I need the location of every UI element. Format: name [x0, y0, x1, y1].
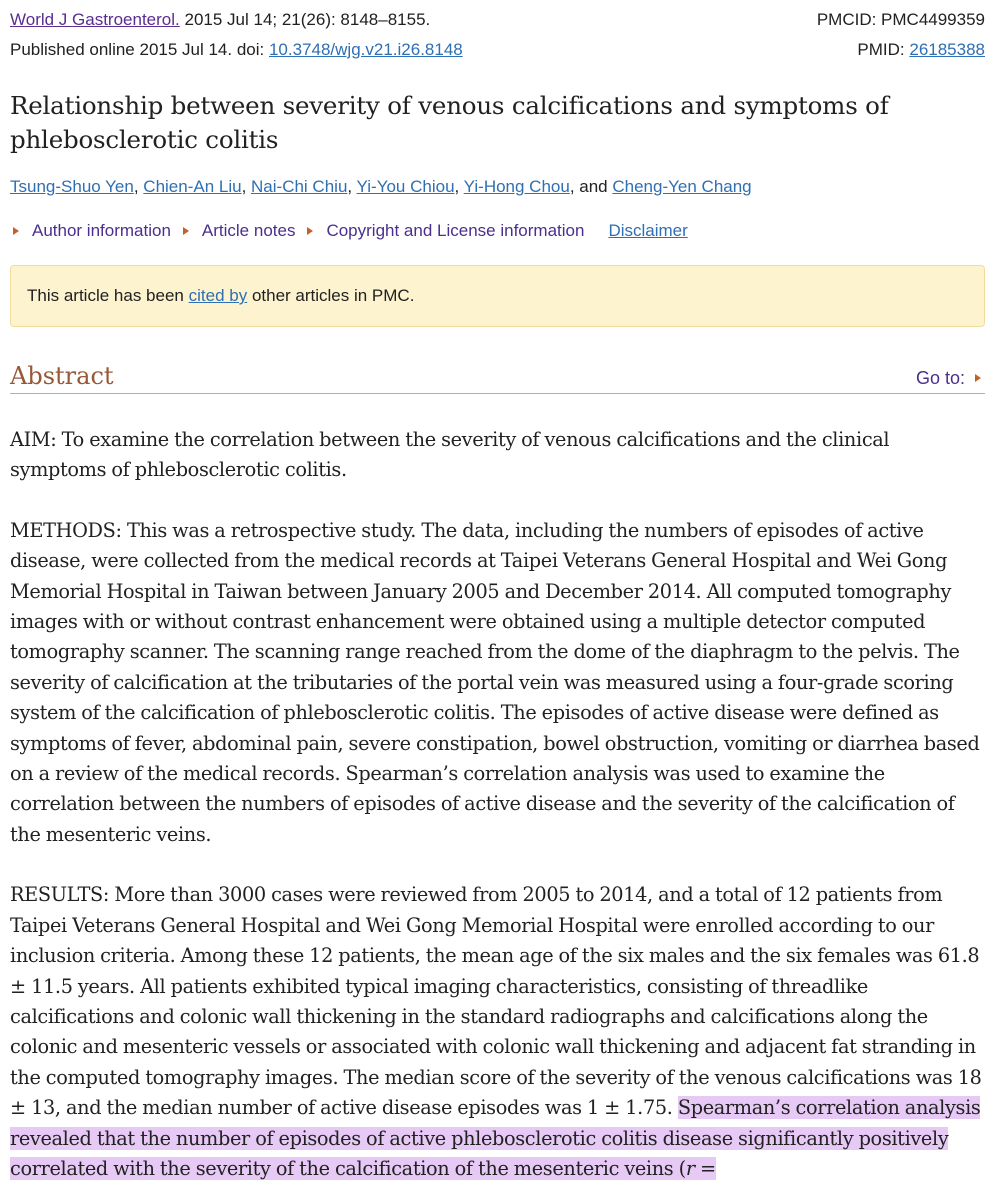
- goto-menu[interactable]: Go to:: [916, 365, 985, 391]
- published-line: [10, 40, 463, 60]
- citation-details: 2015 Jul 14; 21(26): 8148–8155.: [179, 10, 431, 29]
- cited-by-link[interactable]: cited by: [188, 286, 248, 305]
- published-prefix: Published online 2015 Jul 14. doi:: [10, 40, 269, 59]
- cited-by-notice: [10, 265, 985, 327]
- citation-row: [10, 10, 985, 30]
- author-information-toggle[interactable]: Author information: [10, 219, 171, 243]
- author-link[interactable]: Nai-Chi Chiu: [251, 177, 348, 196]
- triangle-right-icon: [183, 227, 189, 235]
- citation-journal-line: [10, 10, 430, 30]
- triangle-right-icon: [13, 227, 19, 235]
- results-text: RESULTS: More than 3000 cases were reviewed from 2005 to 2014, and a total of 12 patients from Taipei Veterans General Hospital and Wei Gong Memorial Hospital were enrolled according to our inclusion criteria. Among these 12 patients, the mean age of the six males and the six females was 61.8 ± 11.5 years. All patients exhibited typical imaging characteristics, consisting of threadlike calcifications and colonic wall thickening in the standard radiographs and calcifications along the colonic and mesenteric vessels or associated with colonic wall thickening and adjacent fat stranding in the computed tomography images. The median score of the severity of the venous calcifications was 18 ± 13, and the median number of active disease episodes was 1 ± 1.75.: [10, 883, 982, 1120]
- triangle-right-icon: [975, 374, 981, 382]
- author-link[interactable]: Yi-Hong Chou: [463, 177, 570, 196]
- section-title: Abstract: [10, 362, 114, 390]
- pmid-line: [857, 40, 985, 60]
- cited-after: other articles in PMC.: [251, 286, 415, 305]
- disclaimer-link[interactable]: Disclaimer: [608, 221, 688, 240]
- article-title: Relationship between severity of venous calcifications and symptoms of phlebosclerotic colitis: [10, 91, 889, 154]
- journal-link[interactable]: World J Gastroenterol.: [10, 10, 180, 29]
- abstract-aim: AIM: To examine the correlation between the severity of venous calcifications and the clinical symptoms of phlebosclerotic colitis.: [10, 428, 890, 482]
- author-list: Tsung-Shuo Yen, Chien-An Liu, Nai-Chi Chiu, Yi-You Chiou, Yi-Hong Chou, and Cheng-Yen Chang: [10, 177, 752, 196]
- author-link[interactable]: Chien-An Liu: [143, 177, 242, 196]
- pmid-label: PMID:: [857, 40, 910, 59]
- triangle-right-icon: [307, 227, 313, 235]
- article-notes-toggle[interactable]: Article notes: [180, 219, 296, 243]
- published-row: [10, 40, 985, 60]
- pmcid: PMCID: PMC4499359: [816, 10, 985, 29]
- abstract-header: [10, 361, 985, 394]
- abstract-body: [10, 425, 985, 1184]
- authors-and: , and: [569, 177, 613, 196]
- pmid-link[interactable]: 26185388: [909, 40, 985, 59]
- author-link[interactable]: Yi-You Chiou: [356, 177, 455, 196]
- abstract-methods: METHODS: This was a retrospective study. The data, including the numbers of episodes of active disease, were collected from the medical records at Taipei Veterans General Hospital and Wei Gong Memorial Hospital in Taiwan between January 2005 and December 2014. All computed tomography images with or without contrast enhancement were obtained using a multiple detector computed tomography scanner. The scanning range reached from the dome of the diaphragm to the pelvis. The severity of calcification at the tributaries of the portal vein was measured using a four-grade scoring system of the calcification of phlebosclerotic colitis. The episodes of active disease were defined as symptoms of fever, abdominal pain, severe constipation, bowel obstruction, vomiting or diarrhea based on a review of the medical records. Spearman’s correlation analysis was used to examine the correlation between the numbers of episodes of active disease and the severity of the calcification of the mesenteric veins.: [10, 518, 980, 846]
- author-link[interactable]: Tsung-Shuo Yen: [10, 177, 134, 196]
- cited-before: This article has been: [27, 286, 184, 305]
- doi-link[interactable]: 10.3748/wjg.v21.i26.8148: [268, 40, 463, 59]
- highlighted-text: Spearman’s correlation analysis revealed that the number of episodes of active phlebosclerotic colitis disease significantly positively correlated with the severity of the calcification of the mesenteric veins (r =: [10, 1096, 981, 1180]
- copyright-toggle[interactable]: Copyright and License information: [304, 219, 584, 243]
- article-meta-links: [10, 219, 985, 243]
- author-link[interactable]: Cheng-Yen Chang: [612, 177, 752, 196]
- article-page: [10, 0, 985, 1184]
- abstract-results: [10, 880, 985, 1184]
